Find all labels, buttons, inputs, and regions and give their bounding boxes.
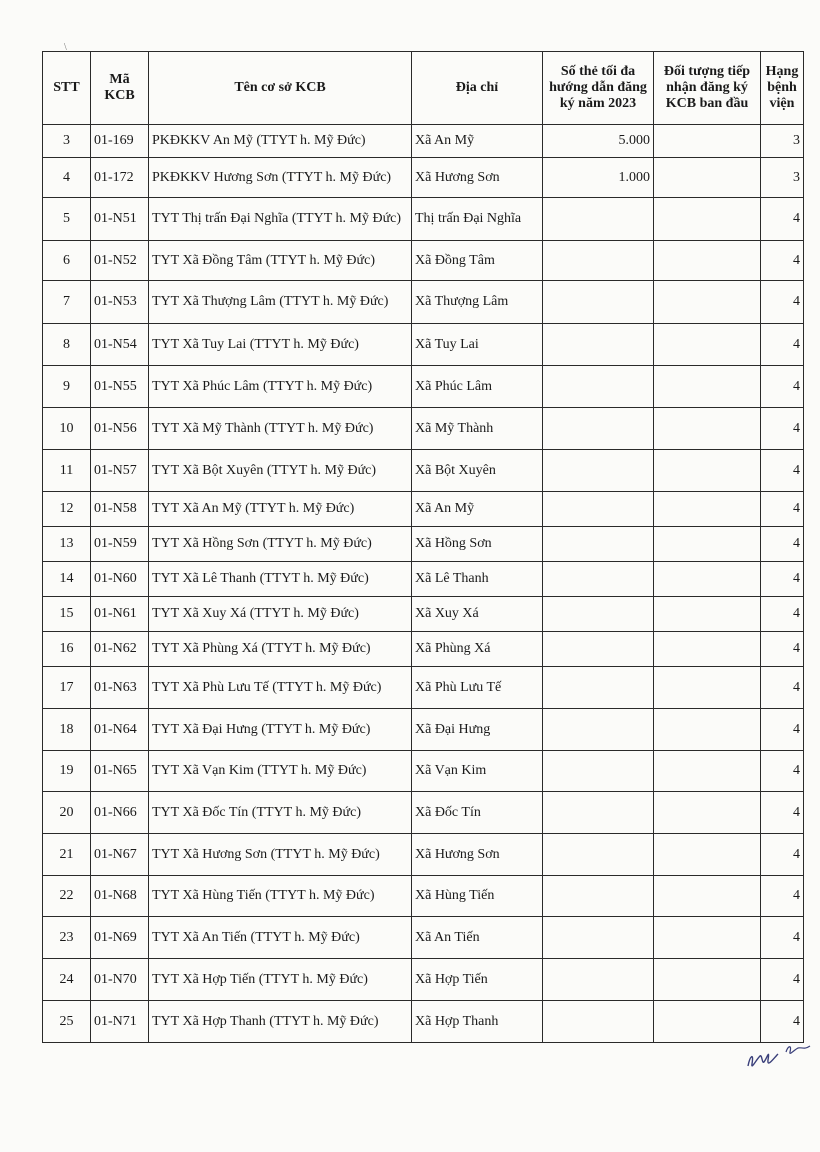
cell-hang-benh-vien: 4 [761,632,804,667]
cell-ma-kcb: 01-N67 [91,834,149,876]
cell-ma-kcb: 01-N59 [91,527,149,562]
cell-ma-kcb: 01-N53 [91,281,149,324]
header-ten-co-so: Tên cơ sở KCB [149,52,412,125]
cell-so-the [543,709,654,751]
cell-hang-benh-vien: 4 [761,709,804,751]
cell-ma-kcb: 01-N60 [91,562,149,597]
cell-dia-chi: Xã Hợp Thanh [412,1001,543,1043]
cell-stt: 3 [43,125,91,158]
cell-stt: 13 [43,527,91,562]
cell-ma-kcb: 01-N63 [91,667,149,709]
cell-hang-benh-vien: 4 [761,1001,804,1043]
cell-hang-benh-vien: 4 [761,527,804,562]
cell-dia-chi: Xã An Tiến [412,917,543,959]
cell-dia-chi: Xã Phù Lưu Tế [412,667,543,709]
cell-dia-chi: Xã Hương Sơn [412,834,543,876]
cell-dia-chi: Xã Đại Hưng [412,709,543,751]
cell-ten-co-so: TYT Xã Hồng Sơn (TTYT h. Mỹ Đức) [149,527,412,562]
cell-doi-tuong [654,492,761,527]
cell-doi-tuong [654,632,761,667]
header-hang-benh-vien: Hạng bệnh viện [761,52,804,125]
cell-stt: 23 [43,917,91,959]
cell-dia-chi: Xã Hợp Tiến [412,959,543,1001]
table-row [43,527,804,562]
cell-doi-tuong [654,158,761,198]
cell-dia-chi: Xã Tuy Lai [412,324,543,366]
cell-ma-kcb: 01-N55 [91,366,149,408]
cell-ma-kcb: 01-N61 [91,597,149,632]
cell-doi-tuong [654,792,761,834]
table-row [43,125,804,158]
header-so-the: Số thẻ tối đa hướng dẫn đăng ký năm 2023 [543,52,654,125]
handwritten-initials [740,1038,820,1078]
facility-table [42,51,804,1043]
table-row [43,158,804,198]
cell-ten-co-so: TYT Xã Hương Sơn (TTYT h. Mỹ Đức) [149,834,412,876]
cell-stt: 20 [43,792,91,834]
cell-so-the [543,959,654,1001]
header-doi-tuong: Đối tượng tiếp nhận đăng ký KCB ban đầu [654,52,761,125]
cell-stt: 4 [43,158,91,198]
cell-ten-co-so: TYT Xã Phùng Xá (TTYT h. Mỹ Đức) [149,632,412,667]
cell-dia-chi: Xã Vạn Kim [412,751,543,792]
cell-ten-co-so: TYT Xã Vạn Kim (TTYT h. Mỹ Đức) [149,751,412,792]
cell-so-the: 5.000 [543,125,654,158]
cell-stt: 10 [43,408,91,450]
cell-ma-kcb: 01-N52 [91,241,149,281]
cell-ma-kcb: 01-N70 [91,959,149,1001]
table-row [43,876,804,917]
cell-dia-chi: Xã Thượng Lâm [412,281,543,324]
cell-hang-benh-vien: 4 [761,917,804,959]
cell-stt: 7 [43,281,91,324]
cell-ma-kcb: 01-N69 [91,917,149,959]
cell-ten-co-so: TYT Xã An Tiến (TTYT h. Mỹ Đức) [149,917,412,959]
cell-so-the [543,876,654,917]
cell-stt: 22 [43,876,91,917]
cell-ma-kcb: 01-169 [91,125,149,158]
cell-ten-co-so: TYT Xã Hợp Tiến (TTYT h. Mỹ Đức) [149,959,412,1001]
cell-hang-benh-vien: 4 [761,492,804,527]
cell-so-the [543,408,654,450]
cell-hang-benh-vien: 4 [761,667,804,709]
cell-doi-tuong [654,450,761,492]
table-body [43,125,804,1043]
header-stt: STT [43,52,91,125]
cell-doi-tuong [654,241,761,281]
cell-hang-benh-vien: 3 [761,158,804,198]
cell-dia-chi: Xã Hương Sơn [412,158,543,198]
cell-doi-tuong [654,527,761,562]
cell-ten-co-so: TYT Xã Lê Thanh (TTYT h. Mỹ Đức) [149,562,412,597]
cell-ma-kcb: 01-N57 [91,450,149,492]
cell-dia-chi: Xã Hùng Tiến [412,876,543,917]
table-row [43,492,804,527]
cell-ten-co-so: TYT Xã Bột Xuyên (TTYT h. Mỹ Đức) [149,450,412,492]
cell-doi-tuong [654,281,761,324]
cell-dia-chi: Xã Đốc Tín [412,792,543,834]
cell-stt: 12 [43,492,91,527]
cell-ten-co-so: TYT Xã An Mỹ (TTYT h. Mỹ Đức) [149,492,412,527]
cell-stt: 6 [43,241,91,281]
table-row [43,597,804,632]
cell-stt: 16 [43,632,91,667]
cell-dia-chi: Xã Phùng Xá [412,632,543,667]
cell-doi-tuong [654,198,761,241]
cell-dia-chi: Thị trấn Đại Nghĩa [412,198,543,241]
cell-dia-chi: Xã Lê Thanh [412,562,543,597]
cell-ten-co-so: TYT Xã Hợp Thanh (TTYT h. Mỹ Đức) [149,1001,412,1043]
cell-ten-co-so: TYT Xã Đồng Tâm (TTYT h. Mỹ Đức) [149,241,412,281]
cell-hang-benh-vien: 4 [761,751,804,792]
cell-doi-tuong [654,876,761,917]
cell-ten-co-so: TYT Xã Đại Hưng (TTYT h. Mỹ Đức) [149,709,412,751]
cell-stt: 25 [43,1001,91,1043]
cell-hang-benh-vien: 4 [761,366,804,408]
cell-hang-benh-vien: 4 [761,450,804,492]
cell-ten-co-so: TYT Xã Đốc Tín (TTYT h. Mỹ Đức) [149,792,412,834]
table-row [43,324,804,366]
cell-doi-tuong [654,366,761,408]
cell-ten-co-so: PKĐKKV Hương Sơn (TTYT h. Mỹ Đức) [149,158,412,198]
cell-so-the [543,527,654,562]
table-header-row [43,52,804,125]
cell-ma-kcb: 01-N65 [91,751,149,792]
table-row [43,562,804,597]
cell-so-the [543,281,654,324]
cell-stt: 8 [43,324,91,366]
cell-hang-benh-vien: 4 [761,597,804,632]
cell-doi-tuong [654,125,761,158]
cell-dia-chi: Xã An Mỹ [412,125,543,158]
cell-doi-tuong [654,959,761,1001]
cell-ma-kcb: 01-N66 [91,792,149,834]
cell-doi-tuong [654,324,761,366]
cell-ten-co-so: TYT Xã Phúc Lâm (TTYT h. Mỹ Đức) [149,366,412,408]
cell-hang-benh-vien: 4 [761,562,804,597]
cell-so-the [543,792,654,834]
cell-so-the [543,562,654,597]
cell-ma-kcb: 01-172 [91,158,149,198]
cell-hang-benh-vien: 4 [761,834,804,876]
cell-ten-co-so: TYT Xã Xuy Xá (TTYT h. Mỹ Đức) [149,597,412,632]
cell-so-the [543,450,654,492]
cell-ma-kcb: 01-N64 [91,709,149,751]
cell-hang-benh-vien: 4 [761,959,804,1001]
cell-ten-co-so: TYT Xã Phù Lưu Tế (TTYT h. Mỹ Đức) [149,667,412,709]
cell-so-the [543,1001,654,1043]
table-row [43,281,804,324]
table-row [43,241,804,281]
cell-ma-kcb: 01-N68 [91,876,149,917]
table-row [43,792,804,834]
cell-ten-co-so: TYT Xã Mỹ Thành (TTYT h. Mỹ Đức) [149,408,412,450]
table-row [43,709,804,751]
cell-ma-kcb: 01-N56 [91,408,149,450]
table-row [43,366,804,408]
cell-ten-co-so: PKĐKKV An Mỹ (TTYT h. Mỹ Đức) [149,125,412,158]
cell-hang-benh-vien: 4 [761,198,804,241]
cell-so-the [543,366,654,408]
cell-so-the [543,751,654,792]
cell-hang-benh-vien: 4 [761,792,804,834]
table-row [43,632,804,667]
cell-doi-tuong [654,751,761,792]
cell-so-the [543,198,654,241]
cell-so-the [543,834,654,876]
cell-hang-benh-vien: 4 [761,324,804,366]
cell-so-the [543,917,654,959]
header-dia-chi: Địa chỉ [412,52,543,125]
cell-ten-co-so: TYT Xã Tuy Lai (TTYT h. Mỹ Đức) [149,324,412,366]
table-row [43,959,804,1001]
cell-ten-co-so: TYT Thị trấn Đại Nghĩa (TTYT h. Mỹ Đức) [149,198,412,241]
header-ma-kcb: Mã KCB [91,52,149,125]
table-row [43,834,804,876]
table-row [43,917,804,959]
cell-stt: 9 [43,366,91,408]
table-row [43,1001,804,1043]
cell-doi-tuong [654,562,761,597]
cell-so-the: 1.000 [543,158,654,198]
cell-ma-kcb: 01-N51 [91,198,149,241]
cell-ma-kcb: 01-N58 [91,492,149,527]
cell-doi-tuong [654,834,761,876]
cell-stt: 14 [43,562,91,597]
cell-ma-kcb: 01-N54 [91,324,149,366]
table-row [43,751,804,792]
cell-dia-chi: Xã Mỹ Thành [412,408,543,450]
cell-hang-benh-vien: 4 [761,281,804,324]
cell-doi-tuong [654,667,761,709]
cell-stt: 19 [43,751,91,792]
cell-doi-tuong [654,1001,761,1043]
cell-ten-co-so: TYT Xã Hùng Tiến (TTYT h. Mỹ Đức) [149,876,412,917]
table-row [43,667,804,709]
cell-stt: 15 [43,597,91,632]
cell-dia-chi: Xã Bột Xuyên [412,450,543,492]
scan-tick-mark: \ [64,42,67,53]
table-row [43,198,804,241]
cell-stt: 24 [43,959,91,1001]
cell-hang-benh-vien: 4 [761,408,804,450]
cell-dia-chi: Xã Xuy Xá [412,597,543,632]
cell-ten-co-so: TYT Xã Thượng Lâm (TTYT h. Mỹ Đức) [149,281,412,324]
cell-so-the [543,324,654,366]
cell-hang-benh-vien: 3 [761,125,804,158]
cell-so-the [543,241,654,281]
cell-stt: 11 [43,450,91,492]
cell-stt: 5 [43,198,91,241]
cell-stt: 21 [43,834,91,876]
cell-hang-benh-vien: 4 [761,241,804,281]
cell-so-the [543,597,654,632]
cell-ma-kcb: 01-N62 [91,632,149,667]
cell-hang-benh-vien: 4 [761,876,804,917]
cell-so-the [543,492,654,527]
cell-dia-chi: Xã Hồng Sơn [412,527,543,562]
cell-doi-tuong [654,408,761,450]
cell-so-the [543,632,654,667]
cell-dia-chi: Xã An Mỹ [412,492,543,527]
cell-doi-tuong [654,917,761,959]
cell-stt: 17 [43,667,91,709]
cell-stt: 18 [43,709,91,751]
table-row [43,450,804,492]
cell-dia-chi: Xã Phúc Lâm [412,366,543,408]
cell-so-the [543,667,654,709]
cell-ma-kcb: 01-N71 [91,1001,149,1043]
cell-doi-tuong [654,597,761,632]
table-row [43,408,804,450]
cell-dia-chi: Xã Đồng Tâm [412,241,543,281]
cell-doi-tuong [654,709,761,751]
